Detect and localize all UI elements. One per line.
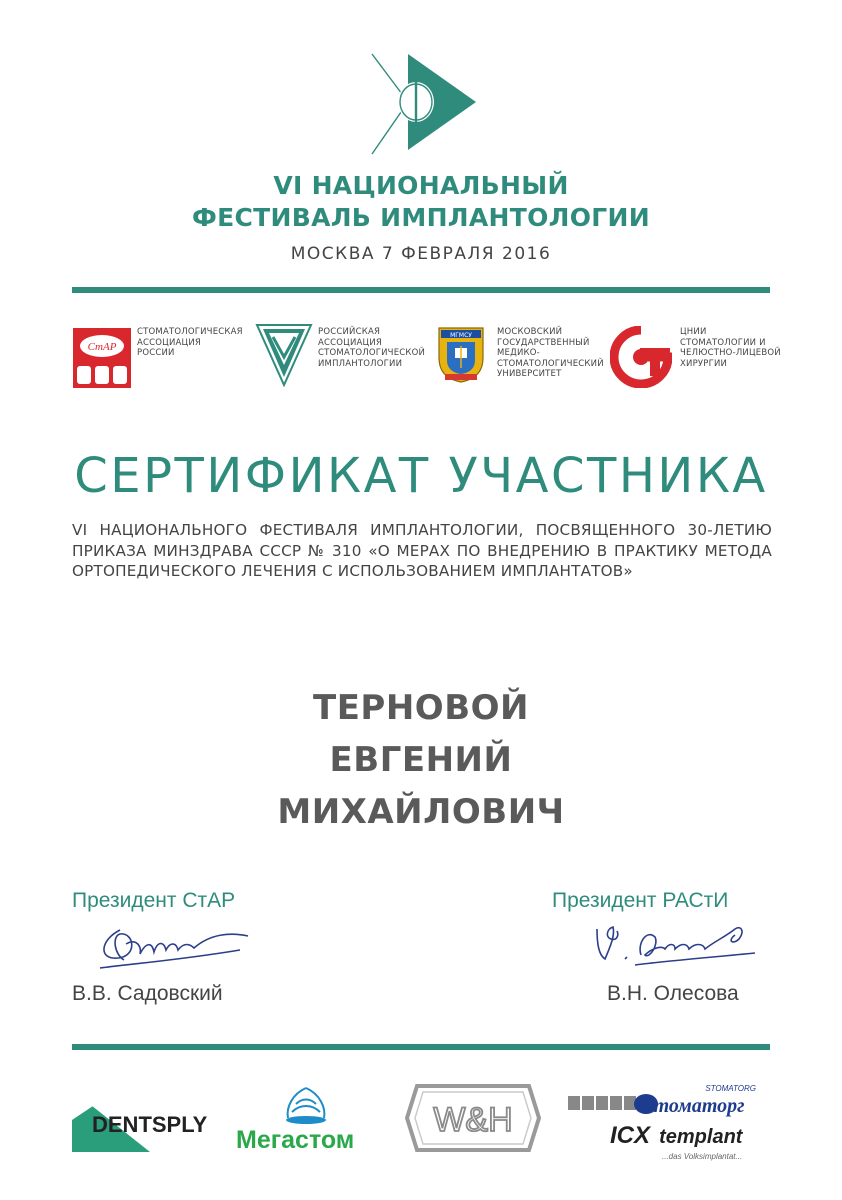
icx-templant-wordmark [610,1122,742,1150]
right-signatory-name: В.Н. Олесова [607,982,739,1005]
festival-date: МОСКВА 7 ФЕВРАЛЯ 2016 [290,244,552,264]
left-signatory-role: Президент СтАР [72,889,236,912]
header-divider [72,287,770,293]
recipient-first-name: ЕВГЕНИЙ [329,740,513,780]
festival-logo [364,50,480,160]
org-rasti-name: РОССИЙСКАЯ АССОЦИАЦИЯ СТОМАТОЛОГИЧЕСКОЙ ИМПЛАНТОЛОГИИ [318,327,426,369]
templant-text: templant [659,1126,743,1148]
recipient-surname: ТЕРНОВОЙ [313,688,529,728]
recipient-patronymic: МИХАЙЛОВИЧ [277,792,565,832]
stomatorg-small-text: STOMATORG [705,1084,756,1093]
left-signatory-name: В.В. Садовский [72,982,223,1005]
right-signatory-role: Президент РАСтИ [552,889,729,912]
left-signature [90,920,260,976]
megastom-logo [236,1084,376,1156]
svg-text:МГМСУ: МГМСУ [450,332,472,339]
wh-logo [403,1082,543,1154]
star-association-logo [73,328,131,388]
cniis-logo [610,326,672,388]
megastom-wordmark: Мегастом [236,1126,355,1154]
rasti-logo [255,323,313,387]
stomatorg-icx-logo [566,1082,772,1168]
svg-text:СтАР: СтАР [87,341,117,353]
certificate-title: СЕРТИФИКАТ УЧАСТНИКА [74,448,768,504]
stomatorg-wordmark: Стоматорг [640,1095,745,1117]
certificate-description: VI НАЦИОНАЛЬНОГО ФЕСТИВАЛЯ ИМПЛАНТОЛОГИИ, ПОСВЯЩЕННОГО 30-ЛЕТИЮ ПРИКАЗА МИНЗДРАВА СССР № 310 «О МЕРАХ ПО ВНЕДРЕНИЮ В ПРАКТИКУ МЕТОДА ОРТОПЕДИЧЕСКОГО ЛЕЧЕНИЯ С ИСПОЛЬЗОВАНИЕМ ИМПЛАНТАТОВ» [72,521,772,580]
festival-title-line1: VI НАЦИОНАЛЬНЫЙ [273,171,569,200]
templant-subtitle: ...das Volksimplantat... [662,1152,743,1161]
stomatorg-logo [566,1082,772,1120]
icx-text: ICX [610,1122,651,1149]
festival-title-line2: ФЕСТИВАЛЬ ИМПЛАНТОЛОГИИ [192,203,650,232]
wh-wordmark: W&H [433,1101,513,1139]
footer-divider [72,1044,770,1050]
org-cniis-name: ЦНИИ СТОМАТОЛОГИИ И ЧЕЛЮСТНО-ЛИЦЕВОЙ ХИРУРГИИ [680,327,781,369]
mgmsu-crest-logo [433,322,489,384]
org-star-name: СТОМАТОЛОГИЧЕСКАЯ АССОЦИАЦИЯ РОССИИ [137,327,243,358]
right-signature [575,915,765,971]
org-mgmsu-name: МОСКОВСКИЙ ГОСУДАРСТВЕННЫЙ МЕДИКО- СТОМАТОЛОГИЧЕСКИЙ УНИВЕРСИТЕТ [497,327,604,379]
dentsply-wordmark: DENTSPLY [92,1112,208,1137]
dentsply-logo [72,1080,212,1152]
festival-title [0,170,842,234]
